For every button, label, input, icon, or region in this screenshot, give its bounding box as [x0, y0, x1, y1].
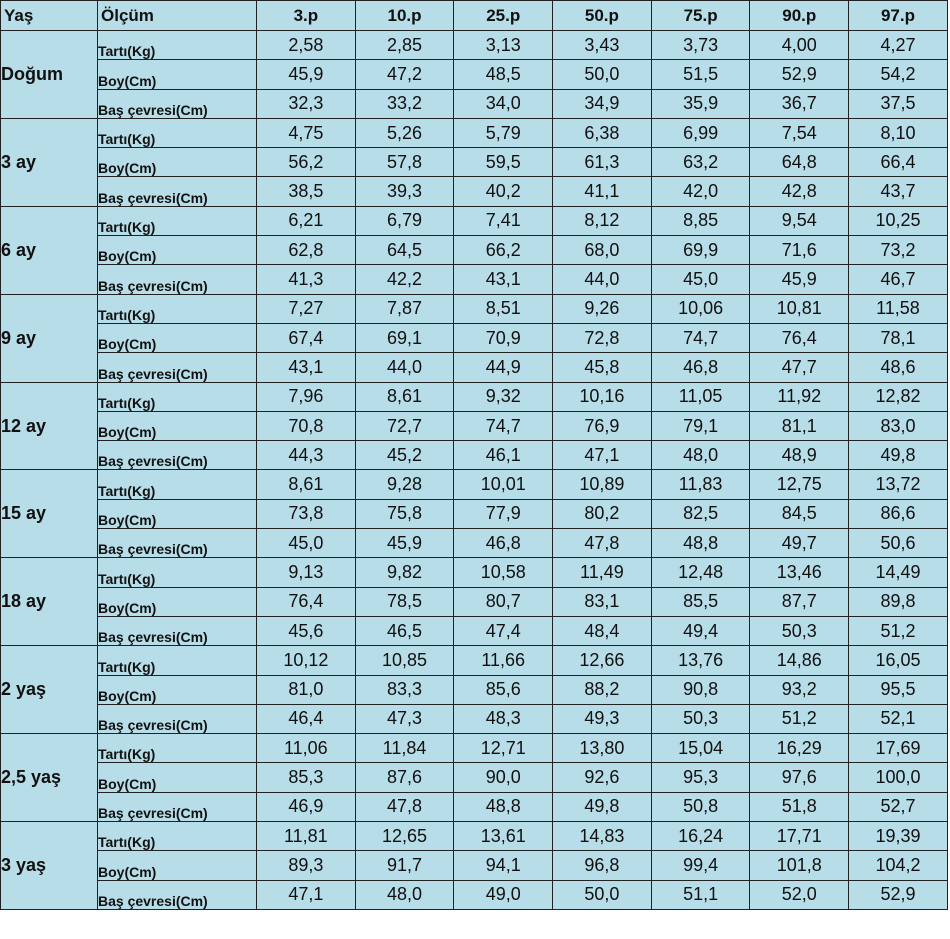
- value-cell-p75: 16,24: [651, 822, 750, 851]
- age-group-label: 18 ay: [1, 558, 98, 646]
- value-cell-p10: 78,5: [355, 587, 454, 616]
- value-cell-p50: 10,16: [553, 382, 652, 411]
- measure-label: Tartı(Kg): [98, 294, 257, 323]
- table-body: [1, 31, 948, 910]
- measure-label: Boy(Cm): [98, 236, 257, 265]
- value-cell-p50: 47,8: [553, 529, 652, 558]
- age-group-label: 3 yaş: [1, 822, 98, 910]
- measure-label: Tartı(Kg): [98, 470, 257, 499]
- value-cell-p50: 76,9: [553, 411, 652, 440]
- table-row: [1, 206, 948, 235]
- value-cell-p50: 11,49: [553, 558, 652, 587]
- value-cell-p97: 8,10: [849, 118, 948, 147]
- value-cell-p90: 10,81: [750, 294, 849, 323]
- value-cell-p50: 80,2: [553, 499, 652, 528]
- value-cell-p90: 9,54: [750, 206, 849, 235]
- value-cell-p97: 100,0: [849, 763, 948, 792]
- measure-label: Baş çevresi(Cm): [98, 89, 257, 118]
- value-cell-p3: 38,5: [257, 177, 356, 206]
- value-cell-p90: 13,46: [750, 558, 849, 587]
- value-cell-p50: 83,1: [553, 587, 652, 616]
- value-cell-p3: 46,4: [257, 704, 356, 733]
- value-cell-p25: 44,9: [454, 353, 553, 382]
- value-cell-p50: 68,0: [553, 236, 652, 265]
- measure-label: Boy(Cm): [98, 763, 257, 792]
- table-row: [1, 236, 948, 265]
- table-row: [1, 470, 948, 499]
- value-cell-p25: 5,79: [454, 118, 553, 147]
- value-cell-p90: 51,2: [750, 704, 849, 733]
- value-cell-p25: 85,6: [454, 675, 553, 704]
- value-cell-p25: 48,5: [454, 60, 553, 89]
- value-cell-p75: 13,76: [651, 646, 750, 675]
- header-measure: Ölçüm: [98, 1, 257, 31]
- table-row: [1, 89, 948, 118]
- value-cell-p10: 5,26: [355, 118, 454, 147]
- value-cell-p97: 51,2: [849, 616, 948, 645]
- value-cell-p97: 95,5: [849, 675, 948, 704]
- table-row: [1, 558, 948, 587]
- value-cell-p97: 89,8: [849, 587, 948, 616]
- value-cell-p75: 10,06: [651, 294, 750, 323]
- value-cell-p90: 14,86: [750, 646, 849, 675]
- table-row: [1, 118, 948, 147]
- value-cell-p97: 14,49: [849, 558, 948, 587]
- value-cell-p75: 63,2: [651, 148, 750, 177]
- value-cell-p75: 85,5: [651, 587, 750, 616]
- value-cell-p75: 11,83: [651, 470, 750, 499]
- age-group-label: 3 ay: [1, 118, 98, 206]
- value-cell-p75: 51,1: [651, 880, 750, 909]
- value-cell-p75: 48,0: [651, 441, 750, 470]
- value-cell-p75: 45,0: [651, 265, 750, 294]
- table-row: [1, 704, 948, 733]
- table-row: [1, 880, 948, 909]
- value-cell-p75: 95,3: [651, 763, 750, 792]
- value-cell-p90: 47,7: [750, 353, 849, 382]
- measure-label: Baş çevresi(Cm): [98, 441, 257, 470]
- header-p97: 97.p: [849, 1, 948, 31]
- value-cell-p97: 13,72: [849, 470, 948, 499]
- value-cell-p75: 3,73: [651, 31, 750, 60]
- value-cell-p97: 78,1: [849, 323, 948, 352]
- value-cell-p25: 94,1: [454, 851, 553, 880]
- table-row: [1, 60, 948, 89]
- value-cell-p90: 4,00: [750, 31, 849, 60]
- value-cell-p97: 37,5: [849, 89, 948, 118]
- value-cell-p3: 11,81: [257, 822, 356, 851]
- measure-label: Tartı(Kg): [98, 822, 257, 851]
- value-cell-p3: 6,21: [257, 206, 356, 235]
- value-cell-p10: 48,0: [355, 880, 454, 909]
- value-cell-p75: 35,9: [651, 89, 750, 118]
- value-cell-p10: 39,3: [355, 177, 454, 206]
- value-cell-p3: 8,61: [257, 470, 356, 499]
- value-cell-p90: 45,9: [750, 265, 849, 294]
- value-cell-p75: 11,05: [651, 382, 750, 411]
- table-row: [1, 616, 948, 645]
- value-cell-p10: 7,87: [355, 294, 454, 323]
- value-cell-p97: 4,27: [849, 31, 948, 60]
- value-cell-p25: 59,5: [454, 148, 553, 177]
- value-cell-p50: 12,66: [553, 646, 652, 675]
- measure-label: Boy(Cm): [98, 851, 257, 880]
- value-cell-p90: 97,6: [750, 763, 849, 792]
- value-cell-p10: 45,2: [355, 441, 454, 470]
- measure-label: Tartı(Kg): [98, 558, 257, 587]
- table-row: [1, 353, 948, 382]
- value-cell-p50: 10,89: [553, 470, 652, 499]
- value-cell-p25: 12,71: [454, 734, 553, 763]
- value-cell-p3: 7,96: [257, 382, 356, 411]
- value-cell-p75: 15,04: [651, 734, 750, 763]
- age-group-label: 9 ay: [1, 294, 98, 382]
- value-cell-p3: 76,4: [257, 587, 356, 616]
- value-cell-p3: 45,6: [257, 616, 356, 645]
- value-cell-p50: 49,8: [553, 792, 652, 821]
- table-row: [1, 441, 948, 470]
- value-cell-p3: 43,1: [257, 353, 356, 382]
- value-cell-p90: 50,3: [750, 616, 849, 645]
- value-cell-p75: 82,5: [651, 499, 750, 528]
- value-cell-p25: 10,58: [454, 558, 553, 587]
- value-cell-p3: 44,3: [257, 441, 356, 470]
- value-cell-p90: 93,2: [750, 675, 849, 704]
- table-row: [1, 411, 948, 440]
- value-cell-p75: 8,85: [651, 206, 750, 235]
- value-cell-p3: 70,8: [257, 411, 356, 440]
- table-row: [1, 148, 948, 177]
- value-cell-p75: 51,5: [651, 60, 750, 89]
- value-cell-p25: 66,2: [454, 236, 553, 265]
- value-cell-p10: 87,6: [355, 763, 454, 792]
- value-cell-p10: 8,61: [355, 382, 454, 411]
- value-cell-p10: 45,9: [355, 529, 454, 558]
- table-row: [1, 587, 948, 616]
- value-cell-p3: 56,2: [257, 148, 356, 177]
- value-cell-p25: 11,66: [454, 646, 553, 675]
- value-cell-p25: 46,8: [454, 529, 553, 558]
- value-cell-p10: 33,2: [355, 89, 454, 118]
- value-cell-p75: 46,8: [651, 353, 750, 382]
- value-cell-p97: 83,0: [849, 411, 948, 440]
- value-cell-p97: 50,6: [849, 529, 948, 558]
- measure-label: Baş çevresi(Cm): [98, 880, 257, 909]
- value-cell-p50: 92,6: [553, 763, 652, 792]
- value-cell-p97: 52,7: [849, 792, 948, 821]
- table-row: [1, 294, 948, 323]
- table-row: [1, 177, 948, 206]
- value-cell-p3: 67,4: [257, 323, 356, 352]
- value-cell-p50: 61,3: [553, 148, 652, 177]
- value-cell-p25: 47,4: [454, 616, 553, 645]
- value-cell-p90: 76,4: [750, 323, 849, 352]
- value-cell-p50: 44,0: [553, 265, 652, 294]
- table-row: [1, 529, 948, 558]
- value-cell-p50: 6,38: [553, 118, 652, 147]
- measure-label: Boy(Cm): [98, 587, 257, 616]
- value-cell-p3: 9,13: [257, 558, 356, 587]
- value-cell-p25: 70,9: [454, 323, 553, 352]
- value-cell-p3: 10,12: [257, 646, 356, 675]
- table-row: [1, 323, 948, 352]
- value-cell-p25: 48,8: [454, 792, 553, 821]
- measure-label: Baş çevresi(Cm): [98, 792, 257, 821]
- value-cell-p97: 104,2: [849, 851, 948, 880]
- value-cell-p10: 47,3: [355, 704, 454, 733]
- value-cell-p25: 13,61: [454, 822, 553, 851]
- value-cell-p3: 62,8: [257, 236, 356, 265]
- table-row: [1, 822, 948, 851]
- value-cell-p90: 52,0: [750, 880, 849, 909]
- value-cell-p3: 32,3: [257, 89, 356, 118]
- value-cell-p50: 47,1: [553, 441, 652, 470]
- value-cell-p90: 7,54: [750, 118, 849, 147]
- value-cell-p10: 69,1: [355, 323, 454, 352]
- value-cell-p90: 81,1: [750, 411, 849, 440]
- age-group-label: 15 ay: [1, 470, 98, 558]
- measure-label: Tartı(Kg): [98, 206, 257, 235]
- value-cell-p10: 6,79: [355, 206, 454, 235]
- value-cell-p25: 90,0: [454, 763, 553, 792]
- value-cell-p75: 49,4: [651, 616, 750, 645]
- header-p3: 3.p: [257, 1, 356, 31]
- value-cell-p90: 42,8: [750, 177, 849, 206]
- value-cell-p10: 46,5: [355, 616, 454, 645]
- value-cell-p97: 52,1: [849, 704, 948, 733]
- measure-label: Baş çevresi(Cm): [98, 704, 257, 733]
- value-cell-p10: 2,85: [355, 31, 454, 60]
- value-cell-p97: 43,7: [849, 177, 948, 206]
- age-group-label: Doğum: [1, 31, 98, 119]
- value-cell-p75: 50,8: [651, 792, 750, 821]
- value-cell-p90: 84,5: [750, 499, 849, 528]
- measure-label: Tartı(Kg): [98, 31, 257, 60]
- header-p10: 10.p: [355, 1, 454, 31]
- value-cell-p25: 49,0: [454, 880, 553, 909]
- value-cell-p75: 90,8: [651, 675, 750, 704]
- measure-label: Boy(Cm): [98, 60, 257, 89]
- value-cell-p97: 86,6: [849, 499, 948, 528]
- value-cell-p50: 8,12: [553, 206, 652, 235]
- value-cell-p97: 52,9: [849, 880, 948, 909]
- measure-label: Boy(Cm): [98, 499, 257, 528]
- value-cell-p25: 40,2: [454, 177, 553, 206]
- value-cell-p25: 46,1: [454, 441, 553, 470]
- measure-label: Baş çevresi(Cm): [98, 529, 257, 558]
- value-cell-p3: 47,1: [257, 880, 356, 909]
- value-cell-p3: 4,75: [257, 118, 356, 147]
- header-p50: 50.p: [553, 1, 652, 31]
- value-cell-p50: 96,8: [553, 851, 652, 880]
- value-cell-p50: 49,3: [553, 704, 652, 733]
- value-cell-p50: 3,43: [553, 31, 652, 60]
- value-cell-p97: 10,25: [849, 206, 948, 235]
- value-cell-p25: 74,7: [454, 411, 553, 440]
- header-age: Yaş: [1, 1, 98, 31]
- value-cell-p25: 9,32: [454, 382, 553, 411]
- value-cell-p97: 16,05: [849, 646, 948, 675]
- value-cell-p3: 2,58: [257, 31, 356, 60]
- value-cell-p10: 64,5: [355, 236, 454, 265]
- table-row: [1, 499, 948, 528]
- measure-label: Tartı(Kg): [98, 382, 257, 411]
- value-cell-p90: 36,7: [750, 89, 849, 118]
- value-cell-p97: 54,2: [849, 60, 948, 89]
- value-cell-p25: 3,13: [454, 31, 553, 60]
- age-group-label: 12 ay: [1, 382, 98, 470]
- value-cell-p50: 50,0: [553, 60, 652, 89]
- measure-label: Baş çevresi(Cm): [98, 177, 257, 206]
- table-row: [1, 675, 948, 704]
- value-cell-p75: 50,3: [651, 704, 750, 733]
- value-cell-p3: 45,0: [257, 529, 356, 558]
- value-cell-p10: 83,3: [355, 675, 454, 704]
- value-cell-p10: 11,84: [355, 734, 454, 763]
- table-row: [1, 31, 948, 60]
- measure-label: Baş çevresi(Cm): [98, 616, 257, 645]
- table-row: [1, 382, 948, 411]
- value-cell-p90: 101,8: [750, 851, 849, 880]
- table-header-row: [1, 1, 948, 31]
- value-cell-p10: 10,85: [355, 646, 454, 675]
- value-cell-p50: 50,0: [553, 880, 652, 909]
- value-cell-p50: 88,2: [553, 675, 652, 704]
- value-cell-p97: 46,7: [849, 265, 948, 294]
- value-cell-p25: 77,9: [454, 499, 553, 528]
- value-cell-p3: 73,8: [257, 499, 356, 528]
- table-row: [1, 646, 948, 675]
- value-cell-p50: 72,8: [553, 323, 652, 352]
- value-cell-p97: 49,8: [849, 441, 948, 470]
- header-p25: 25.p: [454, 1, 553, 31]
- value-cell-p50: 13,80: [553, 734, 652, 763]
- value-cell-p3: 46,9: [257, 792, 356, 821]
- value-cell-p90: 64,8: [750, 148, 849, 177]
- header-p90: 90.p: [750, 1, 849, 31]
- value-cell-p97: 19,39: [849, 822, 948, 851]
- value-cell-p3: 45,9: [257, 60, 356, 89]
- measure-label: Boy(Cm): [98, 323, 257, 352]
- value-cell-p10: 47,8: [355, 792, 454, 821]
- value-cell-p3: 41,3: [257, 265, 356, 294]
- value-cell-p25: 43,1: [454, 265, 553, 294]
- value-cell-p3: 85,3: [257, 763, 356, 792]
- table-row: [1, 763, 948, 792]
- value-cell-p10: 47,2: [355, 60, 454, 89]
- value-cell-p50: 45,8: [553, 353, 652, 382]
- value-cell-p50: 41,1: [553, 177, 652, 206]
- value-cell-p90: 12,75: [750, 470, 849, 499]
- measure-label: Baş çevresi(Cm): [98, 265, 257, 294]
- value-cell-p10: 72,7: [355, 411, 454, 440]
- age-group-label: 2 yaş: [1, 646, 98, 734]
- value-cell-p3: 11,06: [257, 734, 356, 763]
- value-cell-p3: 81,0: [257, 675, 356, 704]
- measure-label: Tartı(Kg): [98, 118, 257, 147]
- value-cell-p75: 12,48: [651, 558, 750, 587]
- value-cell-p25: 10,01: [454, 470, 553, 499]
- value-cell-p3: 89,3: [257, 851, 356, 880]
- value-cell-p90: 11,92: [750, 382, 849, 411]
- value-cell-p10: 75,8: [355, 499, 454, 528]
- value-cell-p75: 6,99: [651, 118, 750, 147]
- value-cell-p75: 69,9: [651, 236, 750, 265]
- table-row: [1, 792, 948, 821]
- value-cell-p97: 73,2: [849, 236, 948, 265]
- value-cell-p10: 44,0: [355, 353, 454, 382]
- value-cell-p90: 17,71: [750, 822, 849, 851]
- value-cell-p25: 48,3: [454, 704, 553, 733]
- measure-label: Boy(Cm): [98, 411, 257, 440]
- value-cell-p90: 48,9: [750, 441, 849, 470]
- value-cell-p90: 51,8: [750, 792, 849, 821]
- value-cell-p90: 49,7: [750, 529, 849, 558]
- value-cell-p90: 71,6: [750, 236, 849, 265]
- value-cell-p97: 17,69: [849, 734, 948, 763]
- value-cell-p97: 11,58: [849, 294, 948, 323]
- value-cell-p10: 9,28: [355, 470, 454, 499]
- value-cell-p3: 7,27: [257, 294, 356, 323]
- value-cell-p97: 48,6: [849, 353, 948, 382]
- measure-label: Baş çevresi(Cm): [98, 353, 257, 382]
- value-cell-p90: 16,29: [750, 734, 849, 763]
- value-cell-p75: 79,1: [651, 411, 750, 440]
- value-cell-p50: 9,26: [553, 294, 652, 323]
- value-cell-p50: 14,83: [553, 822, 652, 851]
- measure-label: Boy(Cm): [98, 148, 257, 177]
- value-cell-p97: 12,82: [849, 382, 948, 411]
- value-cell-p50: 48,4: [553, 616, 652, 645]
- value-cell-p10: 42,2: [355, 265, 454, 294]
- age-group-label: 6 ay: [1, 206, 98, 294]
- value-cell-p75: 74,7: [651, 323, 750, 352]
- measure-label: Tartı(Kg): [98, 734, 257, 763]
- value-cell-p90: 87,7: [750, 587, 849, 616]
- value-cell-p90: 52,9: [750, 60, 849, 89]
- value-cell-p75: 99,4: [651, 851, 750, 880]
- value-cell-p50: 34,9: [553, 89, 652, 118]
- value-cell-p25: 34,0: [454, 89, 553, 118]
- value-cell-p25: 8,51: [454, 294, 553, 323]
- value-cell-p97: 66,4: [849, 148, 948, 177]
- value-cell-p10: 57,8: [355, 148, 454, 177]
- table-row: [1, 734, 948, 763]
- measure-label: Tartı(Kg): [98, 646, 257, 675]
- value-cell-p25: 7,41: [454, 206, 553, 235]
- table-row: [1, 265, 948, 294]
- table-row: [1, 851, 948, 880]
- value-cell-p10: 9,82: [355, 558, 454, 587]
- header-p75: 75.p: [651, 1, 750, 31]
- value-cell-p10: 12,65: [355, 822, 454, 851]
- value-cell-p10: 91,7: [355, 851, 454, 880]
- value-cell-p75: 42,0: [651, 177, 750, 206]
- value-cell-p75: 48,8: [651, 529, 750, 558]
- value-cell-p25: 80,7: [454, 587, 553, 616]
- measure-label: Boy(Cm): [98, 675, 257, 704]
- age-group-label: 2,5 yaş: [1, 734, 98, 822]
